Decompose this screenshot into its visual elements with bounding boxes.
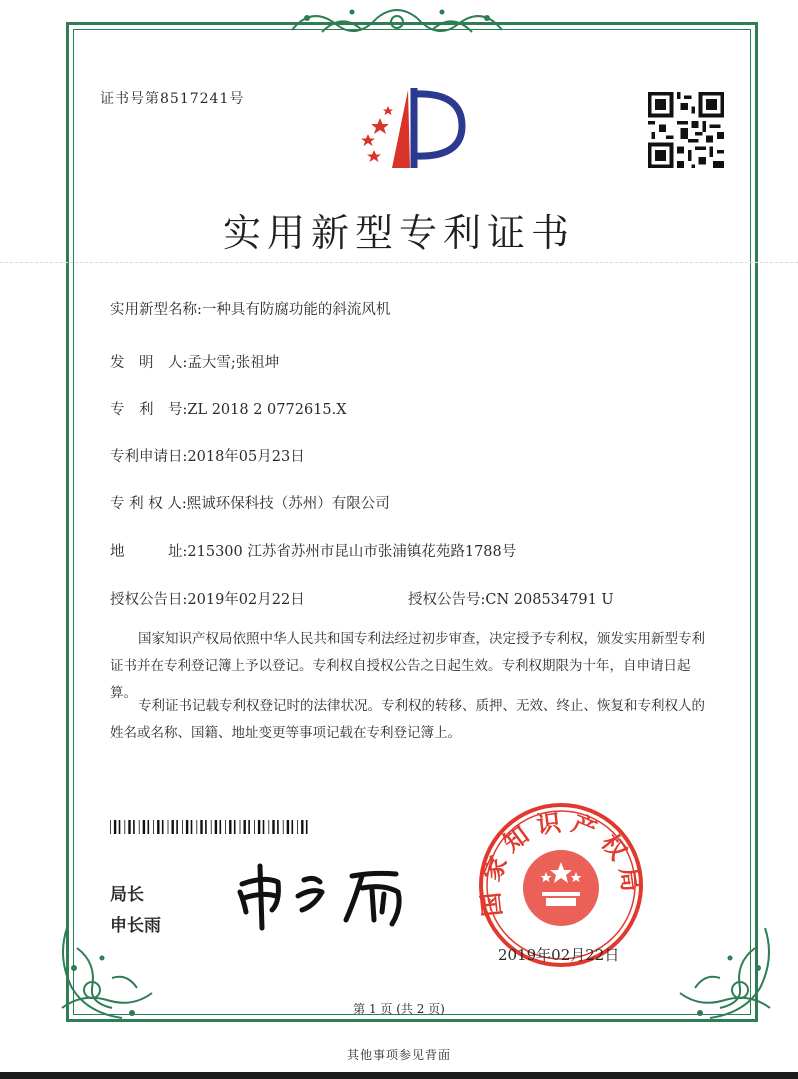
field-label: 发 明 人: [110,355,188,371]
field-value: 一种具有防腐功能的斜流风机 [201,302,391,318]
field-label: 专利申请日: [110,449,188,465]
top-ornament [282,0,512,40]
field-label: 实用新型名称: [110,302,202,318]
field-grant-date [110,588,305,609]
field-grant-number [408,588,614,609]
field-label: 授权公告号: [408,592,486,608]
body-paragraph: 专利证书记载专利权登记时的法律状况。专利权的转移、质押、无效、终止、恢复和专利权人的姓名或名称、国籍、地址变更等事项记载在专利登记簿上。 [110,698,705,741]
certificate-number: 证书号第8517241号 [100,91,245,107]
director-title: 局长 [110,885,144,905]
field-patentee [110,492,390,513]
field-label: 授权公告日: [110,592,188,608]
issue-date: 2019年02月22日 [498,946,620,964]
barcode-icon [110,820,310,834]
fold-line [0,262,798,263]
field-value: 2018年05月23日 [187,449,305,465]
field-label: 地 址: [110,544,188,560]
field-label: 专 利 号: [110,402,188,418]
director-name: 申长雨 [110,916,161,936]
field-address [110,540,516,561]
document-title: 实用新型专利证书 [222,211,575,255]
page-number: 第 1 页 (共 2 页) [353,1002,445,1016]
qr-code-icon [648,92,724,168]
field-label: 专 利 权 人: [110,496,187,512]
body-paragraph: 国家知识产权局依照中华人民共和国专利法经过初步审查，决定授予专利权，颁发实用新型专利证书并在专利登记簿上予以登记。专利权自授权公告之日起生效。专利权期限为十年，自申请日起算。 [110,631,705,701]
seal-text: 国家知识产权局 [476,807,646,918]
field-value: 孟大雪;张祖坤 [187,355,280,371]
field-utility-model-name [110,298,390,319]
field-value: 215300 江苏省苏州市昆山市张浦镇花苑路1788号 [187,544,517,560]
director-signature [234,862,414,932]
field-value: 熙诚环保科技（苏州）有限公司 [186,496,390,512]
cnipa-logo-icon [352,82,472,172]
field-filing-date [110,445,305,466]
field-value: CN 208534791 U [485,592,614,608]
field-inventor [110,351,279,372]
footer-note: 其他事项参见背面 [346,1048,451,1062]
field-value: ZL 2018 2 0772615.X [187,402,347,418]
field-patent-number [110,398,347,419]
scan-edge [0,1072,798,1079]
field-value: 2019年02月22日 [187,592,305,608]
